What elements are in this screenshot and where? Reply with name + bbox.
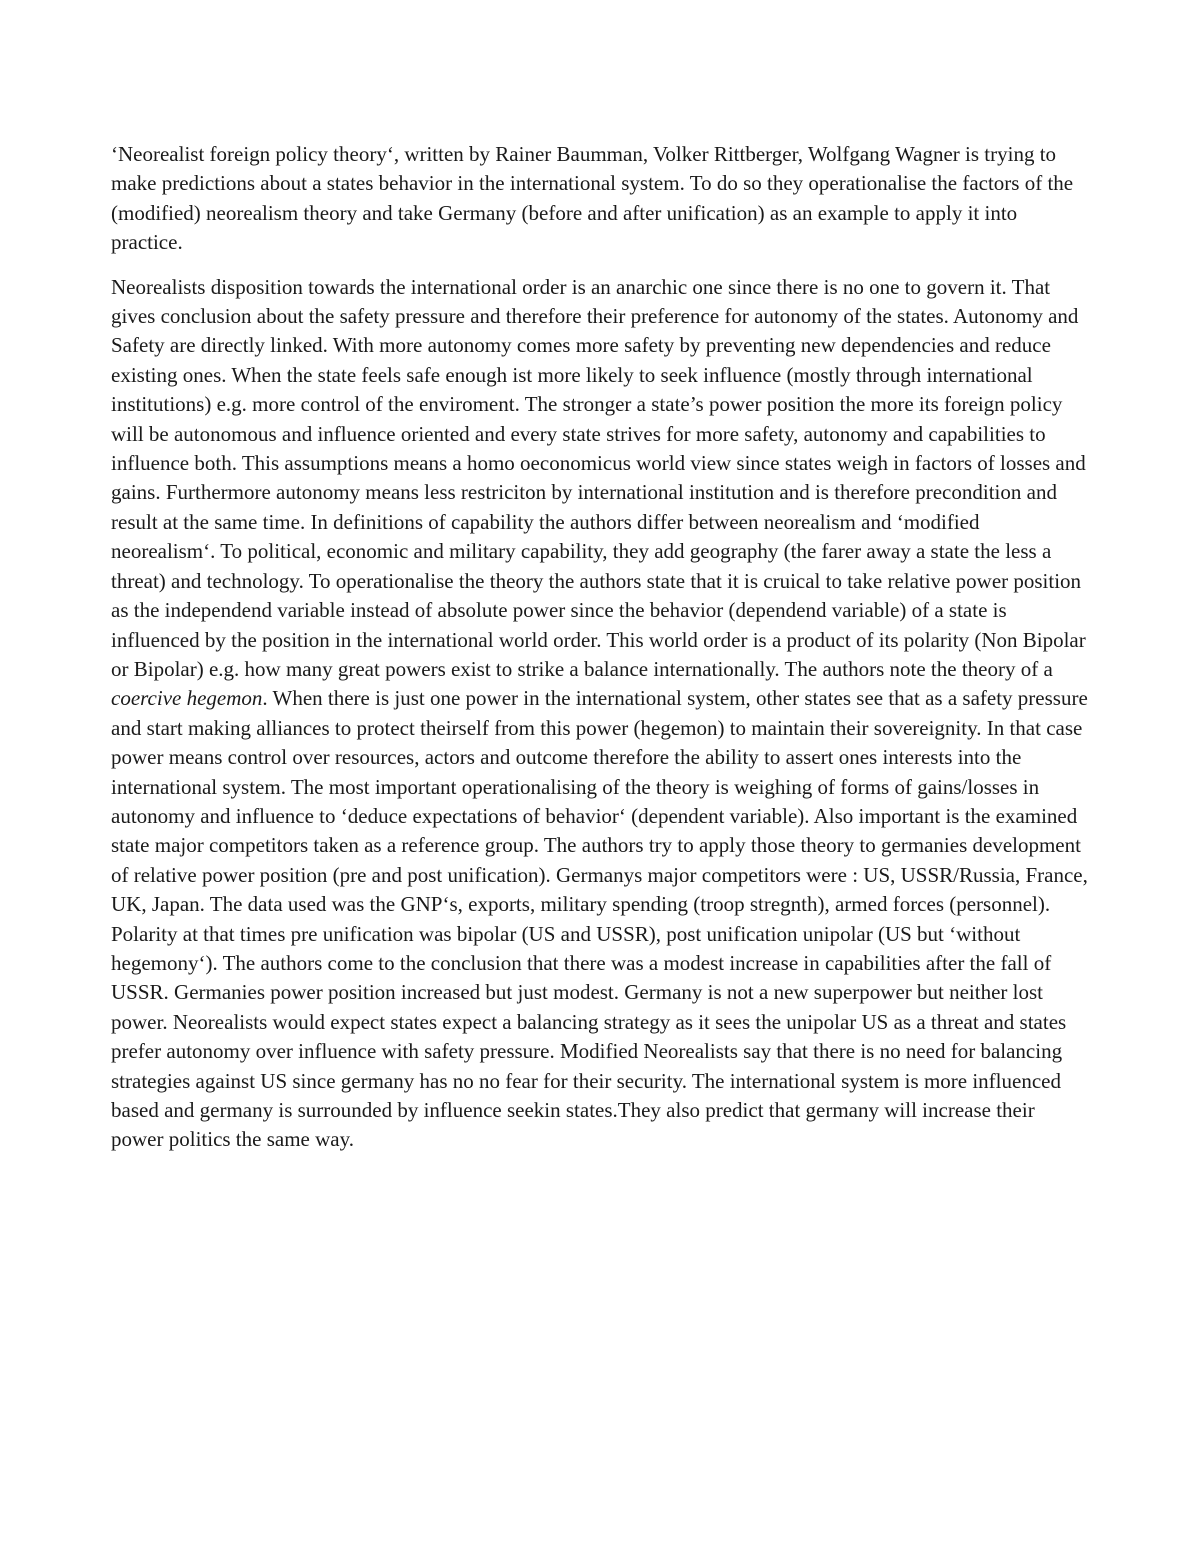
paragraph-intro: ‘Neorealist foreign policy theory‘, written by Rainer Baumman, Volker Rittberger, Wolfgang Wagner is trying to make predictions about a states behavior in the international system. To do so they operationalise the factors of the (modified) neorealism theory and take Germany (before and after unification) as an example to apply it into practice. (111, 142, 1074, 255)
paragraph-main-text-1: Neorealists disposition towards the international order is an anarchic one since there is no one to govern it. That gives conclusion about the safety pressure and therefore their preference for autonomy of the states. Autonomy and Safety are directly linked. With more autonomy comes more safety by preventing new dependencies and reduce existing ones. When the state feels safe enough ist more likely to seek influence (mostly through international institutions) e.g. more control of the enviroment. The stronger a state’s power position the more its foreign policy will be autonomous and influence oriented and every state strives for more safety, autonomy and capabilities to influence both. This assumptions means a homo oeconomicus world view since states weigh in factors of losses and gains. Furthermore autonomy means less restriciton by international institution and is therefore precondition and result at the same time. In definitions of capability the authors differ between neorealism and ‘modified neorealism‘. To political, economic and military capability, they add geography (the farer away a state the less a threat) and technology. To operationalise the theory the authors state that it is cruical to take relative power position as the independend variable instead of absolute power since the behavior (dependend variable) of a state is influenced by the position in the international world order. This world order is a product of its polarity (Non Bipolar or Bipolar) e.g. how many great powers exist to strike a balance internationally. The authors note the theory of a (111, 274, 1086, 681)
emphasis-coercive-hegemon: coercive hegemon (111, 686, 263, 711)
paragraph-main (111, 273, 1089, 1155)
document-body (111, 140, 1089, 1170)
paragraph-main-text-2: . When there is just one power in the international system, other states see that as a safety pressure and start making alliances to protect theirself from this power (hegemon) to maintain their sovereignity. In that case power means control over resources, actors and outcome therefore the ability to assert ones interests into the international system. The most important operationalising of the theory is weighing of forms of gains/losses in autonomy and influence to ‘deduce expectations of behavior‘ (dependent variable). Also important is the examined state major competitors taken as a reference group. The authors try to apply those theory to germanies development of relative power position (pre and post unification). Germanys major competitors were : US, USSR/Russia, France, UK, Japan. The data used was the GNP‘s, exports, military spending (troop stregnth), armed forces (personnel). Polarity at that times pre unification was bipolar (US and USSR), post unification unipolar (US but ‘without hegemony‘). The authors come to the conclusion that there was a modest increase in capabilities after the fall of USSR. Germanies power position increased but just modest. Germany is not a new superpower but neither lost power. Neorealists would expect states expect a balancing strategy as it sees the unipolar US as a threat and states prefer autonomy over influence with safety pressure. Modified Neorealists say that there is no need for balancing strategies against US since germany has no no fear for their security. The international system is more influenced based and germany is surrounded by influence seekin states.They also predict that germany will increase their power politics the same way. (111, 686, 1088, 1152)
